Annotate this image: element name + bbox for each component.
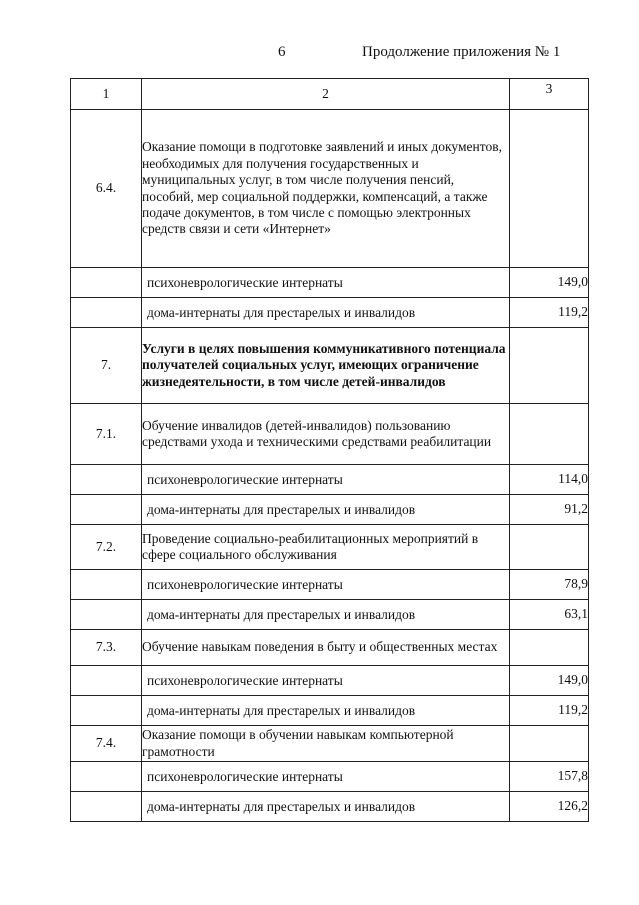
row-value bbox=[510, 110, 589, 268]
row-number bbox=[71, 600, 142, 630]
appendix-table bbox=[70, 78, 589, 822]
table-row bbox=[71, 465, 589, 495]
service-description: Оказание помощи в обучении навыкам компьютерной грамотности bbox=[142, 726, 510, 762]
row-value: 157,8 bbox=[510, 762, 589, 792]
institution-type: дома-интернаты для престарелых и инвалидов bbox=[142, 696, 510, 726]
row-number: 6.4. bbox=[71, 110, 142, 268]
row-number bbox=[71, 570, 142, 600]
institution-type: психоневрологические интернаты bbox=[142, 268, 510, 298]
row-value: 114,0 bbox=[510, 465, 589, 495]
row-value: 126,2 bbox=[510, 792, 589, 822]
row-value: 91,2 bbox=[510, 495, 589, 525]
institution-type: дома-интернаты для престарелых и инвалидов bbox=[142, 495, 510, 525]
table-row bbox=[71, 495, 589, 525]
table-row bbox=[71, 630, 589, 666]
institution-type: дома-интернаты для престарелых и инвалидов bbox=[142, 600, 510, 630]
table-row bbox=[71, 110, 589, 268]
table-row bbox=[71, 570, 589, 600]
table-row bbox=[71, 328, 589, 404]
row-value: 119,2 bbox=[510, 298, 589, 328]
table-row bbox=[71, 268, 589, 298]
row-value: 149,0 bbox=[510, 268, 589, 298]
row-number: 7.2. bbox=[71, 525, 142, 570]
table-header-row bbox=[71, 79, 589, 110]
row-number: 7.4. bbox=[71, 726, 142, 762]
row-number: 7.1. bbox=[71, 404, 142, 465]
row-value bbox=[510, 630, 589, 666]
table-row bbox=[71, 726, 589, 762]
row-number bbox=[71, 495, 142, 525]
section-heading: Услуги в целях повышения коммуникативного потенциала получателей социальных услуг, имеющих ограничение жизнедеятельности, в том числе детей-инвалидов bbox=[142, 328, 510, 404]
page-number: 6 bbox=[278, 44, 286, 60]
column-header-1: 1 bbox=[71, 79, 142, 110]
table-row bbox=[71, 666, 589, 696]
column-header-3: 3 bbox=[510, 79, 589, 110]
service-description: Обучение инвалидов (детей-инвалидов) пользованию средствами ухода и техническими средствами реабилитации bbox=[142, 404, 510, 465]
institution-type: психоневрологические интернаты bbox=[142, 762, 510, 792]
table-row bbox=[71, 696, 589, 726]
service-description: Обучение навыкам поведения в быту и общественных местах bbox=[142, 630, 510, 666]
appendix-continuation-label: Продолжение приложения № 1 bbox=[362, 44, 561, 60]
row-number bbox=[71, 298, 142, 328]
institution-type: дома-интернаты для престарелых и инвалидов bbox=[142, 792, 510, 822]
row-number bbox=[71, 268, 142, 298]
row-number bbox=[71, 696, 142, 726]
row-number: 7.3. bbox=[71, 630, 142, 666]
row-value: 149,0 bbox=[510, 666, 589, 696]
row-number: 7. bbox=[71, 328, 142, 404]
service-description: Проведение социально-реабилитационных мероприятий в сфере социального обслуживания bbox=[142, 525, 510, 570]
row-number bbox=[71, 792, 142, 822]
row-number bbox=[71, 762, 142, 792]
row-value: 119,2 bbox=[510, 696, 589, 726]
row-number bbox=[71, 465, 142, 495]
row-number bbox=[71, 666, 142, 696]
row-value: 78,9 bbox=[510, 570, 589, 600]
institution-type: дома-интернаты для престарелых и инвалидов bbox=[142, 298, 510, 328]
table-row bbox=[71, 298, 589, 328]
row-value bbox=[510, 328, 589, 404]
row-value: 63,1 bbox=[510, 600, 589, 630]
row-value bbox=[510, 404, 589, 465]
service-description: Оказание помощи в подготовке заявлений и иных документов, необходимых для получения государственных и муниципальных услуг, в том числе получения пенсий, пособий, мер социальной поддержки, компенсаций, а также подаче документов, в том числе с помощью электронных средств связи и сети «Интернет» bbox=[142, 110, 510, 268]
row-value bbox=[510, 525, 589, 570]
column-header-2: 2 bbox=[142, 79, 510, 110]
table-row bbox=[71, 762, 589, 792]
institution-type: психоневрологические интернаты bbox=[142, 666, 510, 696]
institution-type: психоневрологические интернаты bbox=[142, 465, 510, 495]
institution-type: психоневрологические интернаты bbox=[142, 570, 510, 600]
row-value bbox=[510, 726, 589, 762]
table-row bbox=[71, 600, 589, 630]
table-row bbox=[71, 404, 589, 465]
table-row bbox=[71, 525, 589, 570]
table-row bbox=[71, 792, 589, 822]
